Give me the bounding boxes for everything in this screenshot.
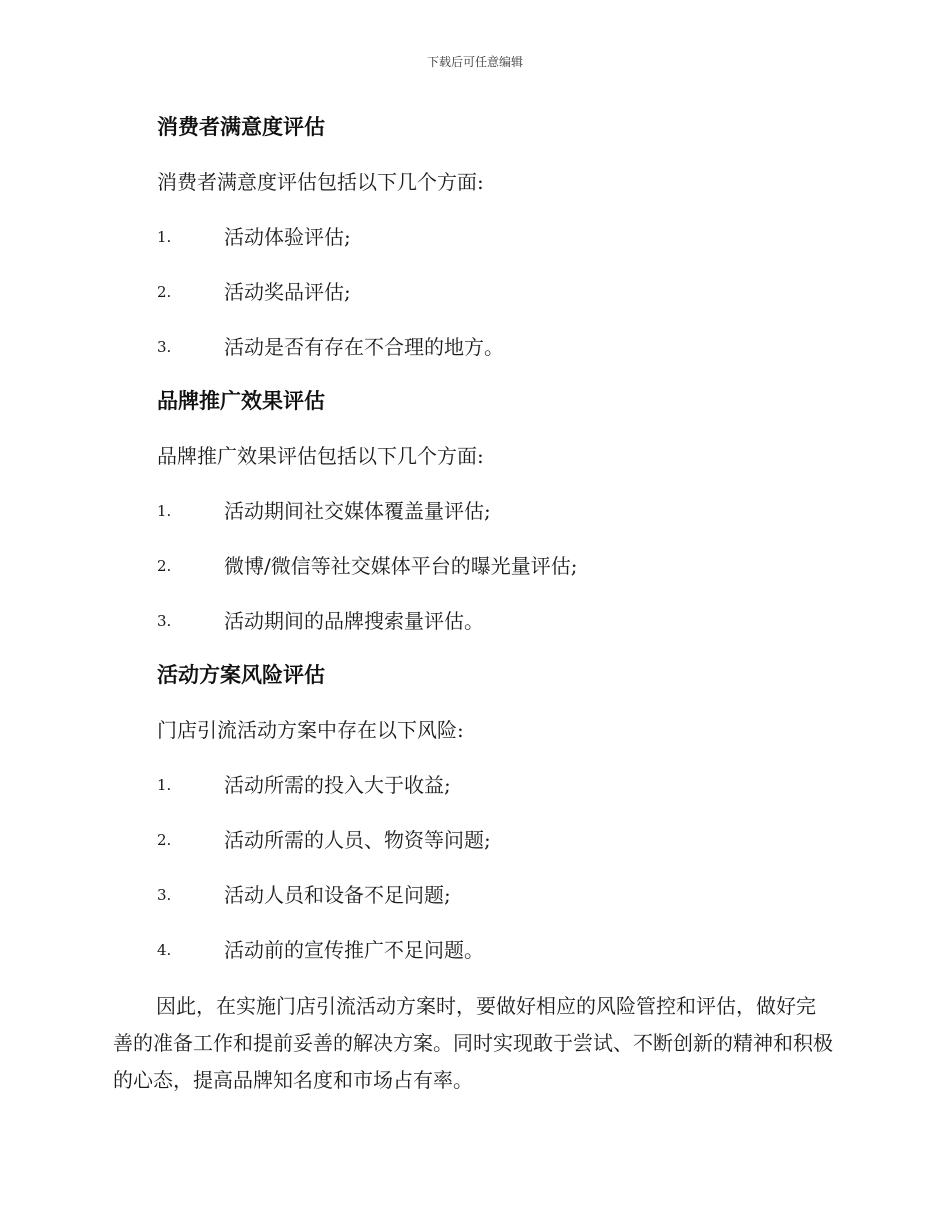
list-number: 1. [157, 776, 172, 794]
list-text: 活动是否有存在不合理的地方。 [224, 335, 504, 359]
list-number: 4. [157, 941, 172, 959]
list-text: 活动期间社交媒体覆盖量评估; [224, 499, 491, 523]
list-number: 2. [157, 831, 172, 849]
conclusion-paragraph: 因此，在实施门店引流活动方案时，要做好相应的风险管控和评估，做好完善的准备工作和提前妥善的解决方案。同时实现敢于尝试、不断创新的精神和积极的心态，提高品牌知名度和市场占有率。 [113, 994, 833, 1092]
list-text: 活动所需的投入大于收益; [224, 773, 451, 797]
list-number: 1. [157, 502, 172, 520]
section-heading-risk: 活动方案风险评估 [157, 663, 325, 687]
list-number: 2. [157, 283, 172, 301]
list-text: 活动人员和设备不足问题; [224, 883, 451, 907]
list-number: 3. [157, 612, 172, 630]
list-number: 3. [157, 886, 172, 904]
section-intro-satisfaction: 消费者满意度评估包括以下几个方面: [157, 170, 484, 194]
page-header: 下载后可任意编辑 [426, 55, 523, 69]
list-number: 2. [157, 557, 172, 575]
section-heading-brand: 品牌推广效果评估 [157, 389, 325, 413]
section-heading-satisfaction: 消费者满意度评估 [157, 115, 325, 139]
list-text: 微博/微信等社交媒体平台的曝光量评估; [224, 554, 578, 578]
list-text: 活动期间的品牌搜索量评估。 [224, 609, 484, 633]
list-text: 活动体验评估; [224, 225, 351, 249]
list-number: 3. [157, 338, 172, 356]
section-intro-risk: 门店引流活动方案中存在以下风险: [157, 718, 464, 742]
list-text: 活动奖品评估; [224, 280, 351, 304]
list-text: 活动前的宣传推广不足问题。 [224, 938, 484, 962]
section-intro-brand: 品牌推广效果评估包括以下几个方面: [157, 444, 484, 468]
list-text: 活动所需的人员、物资等问题; [224, 828, 491, 852]
list-number: 1. [157, 228, 172, 246]
